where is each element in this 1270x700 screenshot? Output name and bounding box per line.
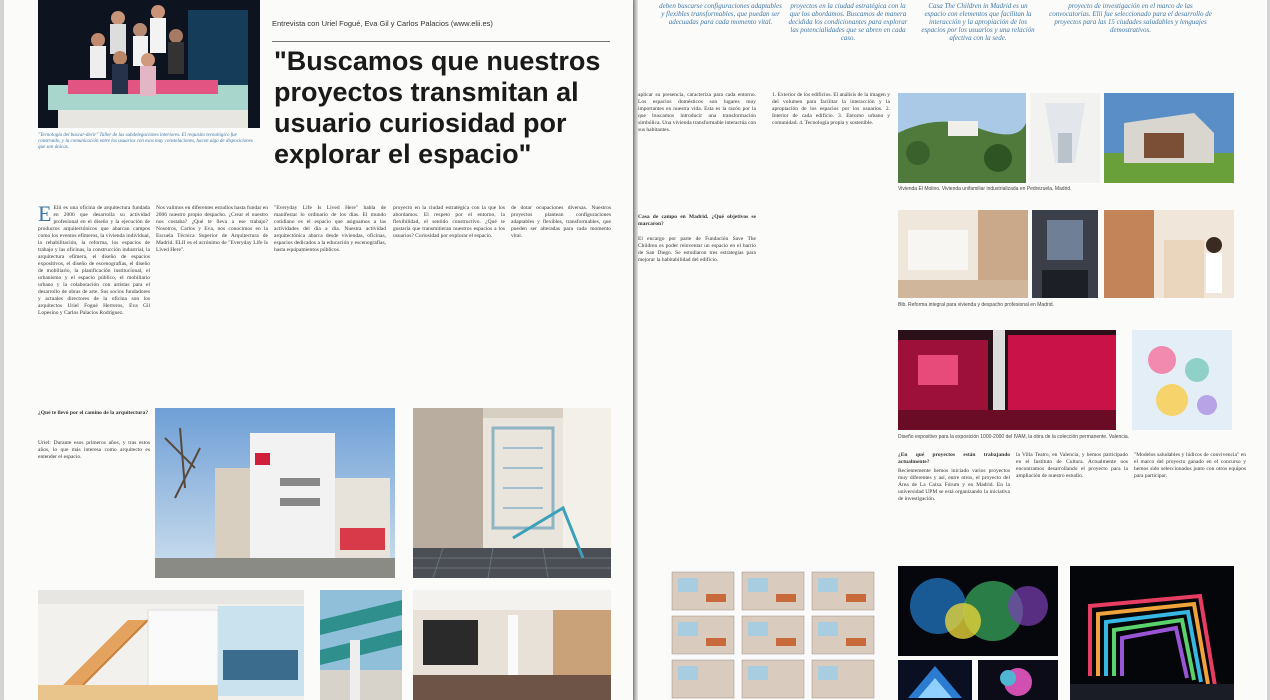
- thumbnail-grid: [666, 568, 880, 700]
- right-body-column-1b: El encargo por parte de Fundación Save The Children es poder reinventar un espacio en el barrio de San Diego. Se estudiaron tres estrategias para mejorar la habitabilidad del edificio.: [638, 236, 756, 263]
- left-page: [4, 0, 633, 700]
- pull-quote-1: deben buscarse configuraciones adaptables y flexibles transformables, que puedan ser adecuadas para cada momento vital.: [659, 2, 782, 26]
- dark-bathroom-photo: [1032, 210, 1098, 298]
- white-corridor-photo: [1030, 93, 1100, 183]
- body-column-3: "Everyday Life Is Lived Here" habla de manifestar lo ordinario de los días. El mundo cotidiano es el espacio que asignamos a las actividades del día a día. Nuestra actividad arquitectónica abarca desde viviendas, oficinas, espacios dedicados a la educación y escenografías, hasta equipamientos públicos.: [274, 205, 386, 253]
- right-body-column-1: aplicar su presencia, caracteriza para cada entorno. Los espacios domésticos son lugares muy importantes en nuestra vida. Esta es la razón por la que buscamos introducir una transformación simbólica. Una vivienda transformable interactúa con sus habitantes.: [638, 92, 756, 133]
- striped-pavilion-photo: [1070, 566, 1234, 700]
- right-body-column-2: 1. Exterior de los edificios. El análisis de la imagen y del volumen para facilitar la interacción y la apropiación de los espacios por los usuarios. 2. Interior de cada edificio. 3. Entorno urbano y comunidad. 4. Tecnología propia y sostenible.: [772, 92, 890, 126]
- hillside-house-photo: [898, 93, 1026, 183]
- question-3: ¿En qué proyectos están trabajando actualmente?: [898, 452, 1010, 465]
- caption-el-molino: Vivienda El Molino. Vivienda unifamiliar industrializada en Pedrezuela, Madrid.: [898, 186, 1072, 192]
- body-column-2: Nos valimos en diferentes estudios hasta fundar en 2006 nuestro propio despacho. ¿Crear el nuestro nos costaba? ¿Qué te lleva a ese trabajo? Nosotros, Carlos y Eva, nos conocimos en la Escuela Técnica Superior de Arquitectura de Madrid. ELII es el acrónimo de "Everyday Life Is Lived Here".: [156, 205, 268, 253]
- caption-bib: Bib. Reforma integral para vivienda y despacho profesional en Madrid.: [898, 302, 1054, 308]
- wooden-stair-photo: [38, 590, 304, 700]
- night-pyramid-photo: [898, 660, 972, 700]
- pull-quote-3: Casa The Children in Madrid es un espacio con elementos que facilitan la interacción y la apropiación de los espacios por los usuarios y una relación afectiva con la sede.: [921, 2, 1035, 42]
- open-office-photo: [413, 590, 611, 700]
- answer-1: Uriel: Durante esos primeros años, y tras estos años, lo que más interesa como arquitecto es entender el espacio.: [38, 440, 150, 460]
- street-building-photo: [155, 408, 395, 578]
- right-body-column-5: "Modelos saludables y lúdicos de convivencia" en el marco del proyecto ganado en el concurso y hemos sido seleccionados junto con otros equipos para participar.: [1134, 452, 1246, 479]
- pull-quote-2: proyectos en la ciudad estratégica con la que los abordamos. Buscamos de manera decidida los condicionantes para explorar las potencialidades que se abren en cada caso.: [788, 2, 908, 42]
- night-sculpture-photo: [978, 660, 1058, 700]
- kicker-rule: [272, 41, 610, 42]
- right-body-column-3: Recientemente hemos iniciado varios proyectos muy diferentes y así, entre otros, el proyecto del Área de La Caixa Fórum y en Madrid. En la universidad UPM se está organizando la iniciativa de investigación.: [898, 468, 1010, 502]
- body-column-1-text: Elii es una oficina de arquitectura fundada en 2006 que desarrolla su actividad profesional en el diseño y la ejecución de productos arquitectónicos que abarcan campos como los eventos efímeros, la vivienda individual, la rehabilitación, la reforma, los espacios de trabajo y las oficinas, la construcción industrial, la arquitectura efímera, el diseño de espacios expositivos, el diseño de escenografías, el diseño de mobiliario, la planificación institucional, el urbanismo y el espacio público, el mobiliario urbano y la colaboración con artistas para el desarrollo de obras de arte. Sus socios fundadores y actuales directores de la oficina son los arquitectos Uriel Fogué Herreros, Eva Gil Lopesino y Carlos Palacios Rodríguez.: [38, 205, 150, 316]
- caption-exhibition: Diseño expositivo para la exposición 1000-2000 del IVAM, la obra de la colección permanente. Valencia.: [898, 434, 1130, 440]
- kitchen-person-photo: [1104, 210, 1234, 298]
- living-room-photo: [898, 210, 1028, 298]
- colorful-map-photo: [1132, 330, 1232, 430]
- team-photo-illustration: [38, 0, 260, 128]
- body-column-5: de dotar ocupaciones diversas. Nuestros proyectos plantean configuraciones adaptables y flexibles, transformables, que pueden ser alteradas para cada momento vital.: [511, 205, 611, 239]
- team-photo-caption: "Tecnología del buscar-decir" Taller de las subdelegaciones interiores. El requisito tecnológico fue construido, y la comunicación entre los usuarios con esos muy constelaciones, hacen algo de disposiciones que son únicas.: [38, 133, 253, 150]
- team-photo: [38, 0, 260, 128]
- right-body-column-4: la Villa Teatro, en Valencia, y hemos participado en el Instituto de Cultura. Actualmente nos encontramos desarrollando el proyecto para la ampliación de nuestro estudio.: [1016, 452, 1128, 479]
- teal-beams-photo: [320, 590, 402, 700]
- interview-kicker: Entrevista con Uriel Fogué, Eva Gil y Carlos Palacios (www.elii.es): [272, 19, 493, 28]
- body-column-4: proyecto en la ciudad estratégica con la que los abordamos. El respeto por el entorno, la flexibilidad, el sentido constructivo. ¿Qué te gustaría que transmitieran nuestros espacios a los usuarios? Curiosidad por explorar el espacio.: [393, 205, 505, 239]
- body-column-1: [38, 205, 150, 403]
- question-2: Casa de campo en Madrid. ¿Qué objetivos se marcaron?: [638, 214, 756, 227]
- article-title: "Buscamos que nuestros proyectos transmitan al usuario curiosidad por explorar el espacio": [274, 46, 601, 169]
- stair-interior-photo: [413, 408, 611, 578]
- night-lights-tree-photo: [898, 566, 1058, 656]
- right-page: [638, 0, 1267, 700]
- dropcap: E: [38, 205, 52, 226]
- pull-quote-4: proyecto de investigación en el marco de las convocatorias. Elii fue seleccionado para el desarrollo de proyectos para las 15 ciudades saludables y lenguajes demostrativos.: [1049, 2, 1212, 34]
- modular-house-photo: [1104, 93, 1234, 183]
- red-exhibition-photo: [898, 330, 1116, 430]
- question-1: ¿Qué te llevó por el camino de la arquitectura?: [38, 410, 149, 416]
